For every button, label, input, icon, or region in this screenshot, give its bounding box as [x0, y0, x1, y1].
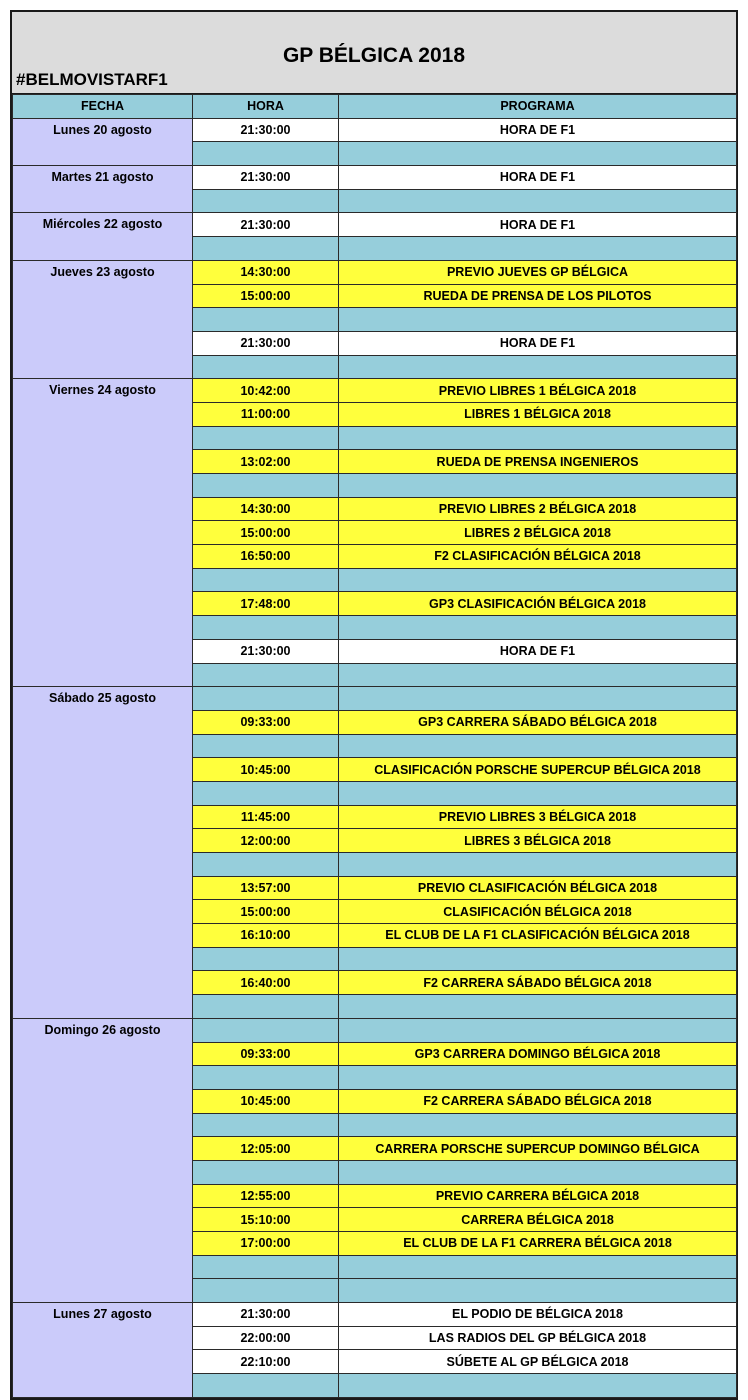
time-cell	[193, 1113, 339, 1137]
program-cell: PREVIO LIBRES 1 BÉLGICA 2018	[339, 379, 737, 403]
title-box	[12, 12, 736, 94]
schedule-row	[13, 166, 737, 190]
program-cell	[339, 616, 737, 640]
time-cell	[193, 781, 339, 805]
time-cell	[193, 1018, 339, 1042]
program-cell	[339, 1374, 737, 1398]
time-cell: 10:42:00	[193, 379, 339, 403]
header-row	[13, 95, 737, 119]
time-cell: 14:30:00	[193, 497, 339, 521]
time-cell	[193, 687, 339, 711]
program-cell: CLASIFICACIÓN PORSCHE SUPERCUP BÉLGICA 2018	[339, 758, 737, 782]
time-cell: 10:45:00	[193, 758, 339, 782]
program-cell	[339, 947, 737, 971]
time-cell: 16:50:00	[193, 545, 339, 569]
time-cell: 12:00:00	[193, 829, 339, 853]
program-cell	[339, 853, 737, 877]
program-cell: LIBRES 2 BÉLGICA 2018	[339, 521, 737, 545]
time-cell	[193, 616, 339, 640]
schedule-body	[13, 118, 737, 1397]
program-cell: GP3 CARRERA DOMINGO BÉLGICA 2018	[339, 1042, 737, 1066]
program-cell: PREVIO CLASIFICACIÓN BÉLGICA 2018	[339, 876, 737, 900]
program-cell	[339, 1018, 737, 1042]
schedule-table	[12, 94, 737, 1398]
column-header-programa: PROGRAMA	[339, 95, 737, 119]
day-date-cell: Domingo 26 agosto	[13, 1018, 193, 1302]
time-cell: 09:33:00	[193, 710, 339, 734]
time-cell	[193, 1066, 339, 1090]
program-cell: HORA DE F1	[339, 213, 737, 237]
program-cell: F2 CARRERA SÁBADO BÉLGICA 2018	[339, 1089, 737, 1113]
time-cell: 17:48:00	[193, 592, 339, 616]
time-cell	[193, 1255, 339, 1279]
program-cell	[339, 663, 737, 687]
program-cell: RUEDA DE PRENSA DE LOS PILOTOS	[339, 284, 737, 308]
time-cell: 21:30:00	[193, 166, 339, 190]
time-cell: 21:30:00	[193, 213, 339, 237]
schedule-sheet	[10, 10, 738, 1400]
day-date-cell: Lunes 20 agosto	[13, 118, 193, 165]
time-cell	[193, 474, 339, 498]
program-cell	[339, 568, 737, 592]
program-cell	[339, 1160, 737, 1184]
program-cell: PREVIO LIBRES 3 BÉLGICA 2018	[339, 805, 737, 829]
time-cell: 16:40:00	[193, 971, 339, 995]
time-cell: 15:10:00	[193, 1208, 339, 1232]
time-cell: 13:02:00	[193, 450, 339, 474]
program-cell	[339, 308, 737, 332]
time-cell	[193, 189, 339, 213]
time-cell: 10:45:00	[193, 1089, 339, 1113]
program-cell	[339, 995, 737, 1019]
program-cell	[339, 142, 737, 166]
program-cell: PREVIO LIBRES 2 BÉLGICA 2018	[339, 497, 737, 521]
program-cell: HORA DE F1	[339, 639, 737, 663]
program-cell: SÚBETE AL GP BÉLGICA 2018	[339, 1350, 737, 1374]
time-cell	[193, 853, 339, 877]
program-cell: LIBRES 3 BÉLGICA 2018	[339, 829, 737, 853]
time-cell	[193, 663, 339, 687]
day-date-cell: Miércoles 22 agosto	[13, 213, 193, 260]
program-cell	[339, 1255, 737, 1279]
time-cell: 14:30:00	[193, 260, 339, 284]
program-cell: LIBRES 1 BÉLGICA 2018	[339, 402, 737, 426]
program-cell	[339, 474, 737, 498]
schedule-row	[13, 1303, 737, 1327]
time-cell: 12:05:00	[193, 1137, 339, 1161]
program-cell	[339, 189, 737, 213]
program-cell: F2 CARRERA SÁBADO BÉLGICA 2018	[339, 971, 737, 995]
program-cell: HORA DE F1	[339, 166, 737, 190]
schedule-row	[13, 213, 737, 237]
time-cell: 21:30:00	[193, 1303, 339, 1327]
program-cell	[339, 426, 737, 450]
schedule-row	[13, 260, 737, 284]
schedule-row	[13, 687, 737, 711]
time-cell: 15:00:00	[193, 521, 339, 545]
program-cell	[339, 687, 737, 711]
program-cell: PREVIO CARRERA BÉLGICA 2018	[339, 1184, 737, 1208]
program-cell	[339, 355, 737, 379]
page-title: GP BÉLGICA 2018	[282, 44, 466, 67]
time-cell: 22:00:00	[193, 1326, 339, 1350]
time-cell: 11:45:00	[193, 805, 339, 829]
column-header-hora: HORA	[193, 95, 339, 119]
time-cell	[193, 1160, 339, 1184]
time-cell	[193, 1374, 339, 1398]
time-cell	[193, 237, 339, 261]
schedule-row	[13, 379, 737, 403]
program-cell: F2 CLASIFICACIÓN BÉLGICA 2018	[339, 545, 737, 569]
program-cell	[339, 781, 737, 805]
day-date-cell: Viernes 24 agosto	[13, 379, 193, 687]
time-cell: 16:10:00	[193, 924, 339, 948]
time-cell	[193, 568, 339, 592]
program-cell: GP3 CLASIFICACIÓN BÉLGICA 2018	[339, 592, 737, 616]
time-cell: 21:30:00	[193, 118, 339, 142]
time-cell	[193, 355, 339, 379]
time-cell	[193, 734, 339, 758]
column-header-fecha: FECHA	[13, 95, 193, 119]
time-cell: 22:10:00	[193, 1350, 339, 1374]
program-cell: CARRERA PORSCHE SUPERCUP DOMINGO BÉLGICA	[339, 1137, 737, 1161]
time-cell	[193, 1279, 339, 1303]
time-cell: 11:00:00	[193, 402, 339, 426]
program-cell: EL CLUB DE LA F1 CLASIFICACIÓN BÉLGICA 2018	[339, 924, 737, 948]
day-date-cell: Lunes 27 agosto	[13, 1303, 193, 1398]
program-cell	[339, 1279, 737, 1303]
program-cell: EL CLUB DE LA F1 CARRERA BÉLGICA 2018	[339, 1232, 737, 1256]
day-date-cell: Jueves 23 agosto	[13, 260, 193, 378]
time-cell: 17:00:00	[193, 1232, 339, 1256]
time-cell: 09:33:00	[193, 1042, 339, 1066]
program-cell: RUEDA DE PRENSA INGENIEROS	[339, 450, 737, 474]
program-cell: EL PODIO DE BÉLGICA 2018	[339, 1303, 737, 1327]
program-cell: LAS RADIOS DEL GP BÉLGICA 2018	[339, 1326, 737, 1350]
program-cell	[339, 734, 737, 758]
program-cell: PREVIO JUEVES GP BÉLGICA	[339, 260, 737, 284]
program-cell	[339, 1066, 737, 1090]
schedule-row	[13, 118, 737, 142]
program-cell: CLASIFICACIÓN BÉLGICA 2018	[339, 900, 737, 924]
program-cell: GP3 CARRERA SÁBADO BÉLGICA 2018	[339, 710, 737, 734]
time-cell	[193, 995, 339, 1019]
time-cell: 15:00:00	[193, 284, 339, 308]
time-cell	[193, 308, 339, 332]
time-cell: 15:00:00	[193, 900, 339, 924]
program-cell: HORA DE F1	[339, 331, 737, 355]
time-cell	[193, 426, 339, 450]
program-cell	[339, 1113, 737, 1137]
schedule-row	[13, 1018, 737, 1042]
hashtag-label: #BELMOVISTARF1	[16, 70, 168, 89]
time-cell	[193, 947, 339, 971]
program-cell: CARRERA BÉLGICA 2018	[339, 1208, 737, 1232]
time-cell: 21:30:00	[193, 331, 339, 355]
day-date-cell: Martes 21 agosto	[13, 166, 193, 213]
time-cell: 21:30:00	[193, 639, 339, 663]
time-cell: 12:55:00	[193, 1184, 339, 1208]
day-date-cell: Sábado 25 agosto	[13, 687, 193, 1019]
program-cell	[339, 237, 737, 261]
time-cell	[193, 142, 339, 166]
program-cell: HORA DE F1	[339, 118, 737, 142]
time-cell: 13:57:00	[193, 876, 339, 900]
